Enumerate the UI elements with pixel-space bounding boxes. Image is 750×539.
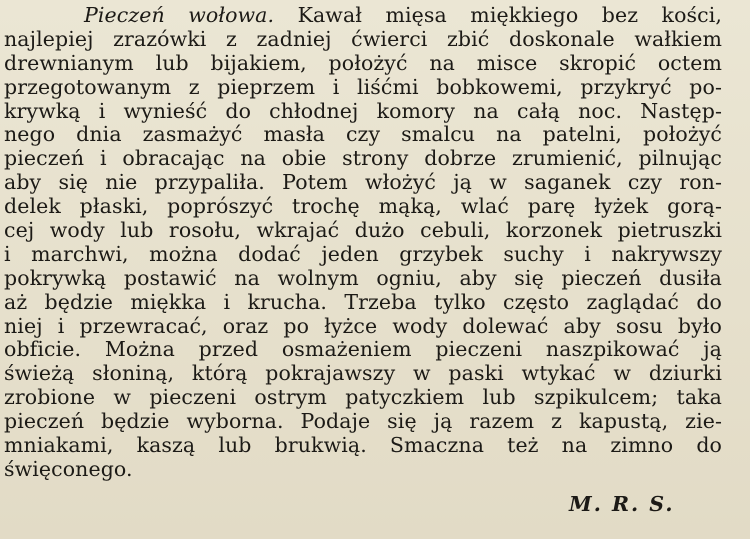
article-line: drewnianym lub bijakiem, położyć na misce skropić octem (4, 50, 722, 75)
article-line: zrobione w pieczeni ostrym patyczkiem lub szpikulcem; taka (4, 385, 722, 410)
article-first-line (4, 4, 722, 28)
article-line: niej i przewracać, oraz po łyżce wody dolewać aby sosu było (4, 313, 722, 338)
article-line: pieczeń będzie wyborna. Podaje się ją razem z kapustą, zie- (4, 409, 722, 434)
article-first-line-text: Kawał mięsa miękkiego bez kości, (297, 3, 722, 27)
article-line: przegotowanym z pieprzem i liśćmi bobkowemi, przykryć po- (4, 74, 722, 99)
article-line: święconego. (4, 456, 133, 481)
recipe-title: Pieczeń wołowa. (84, 3, 275, 27)
recipe-article (4, 4, 722, 482)
article-line: cej wody lub rosołu, wkrajać dużo cebuli, korzonek pietruszki (4, 218, 722, 243)
article-line: pieczeń i obracając na obie strony dobrze zrumienić, pilnując (4, 146, 722, 171)
article-line: aż będzie miękka i krucha. Trzeba tylko często zaglądać do (4, 289, 722, 314)
article-line: świeżą słoniną, którą pokrajawszy w paski wtykać w dziurki (4, 361, 722, 386)
article-line: pokrywką postawić na wolnym ogniu, aby się pieczeń dusiła (4, 265, 722, 290)
article-line: obficie. Można przed osmażeniem pieczeni naszpikować ją (4, 337, 722, 362)
author-signature: M. R. S. (569, 492, 675, 516)
article-line: najlepiej zrazówki z zadniej ćwierci zbić doskonale wałkiem (4, 26, 722, 51)
article-line: delek płaski, poprószyć trochę mąką, wlać parę łyżek gorą- (4, 194, 722, 219)
article-line: i marchwi, można dodać jeden grzybek suchy i nakrywszy (4, 241, 722, 266)
article-line: aby się nie przypaliła. Potem włożyć ją w saganek czy ron- (4, 170, 722, 195)
article-line: mniakami, kaszą lub brukwią. Smaczna też na zimno do (4, 433, 722, 458)
article-line: nego dnia zasmażyć masła czy smalcu na patelni, położyć (4, 122, 722, 147)
article-line: krywką i wynieść do chłodnej komory na całą noc. Następ- (4, 98, 722, 123)
